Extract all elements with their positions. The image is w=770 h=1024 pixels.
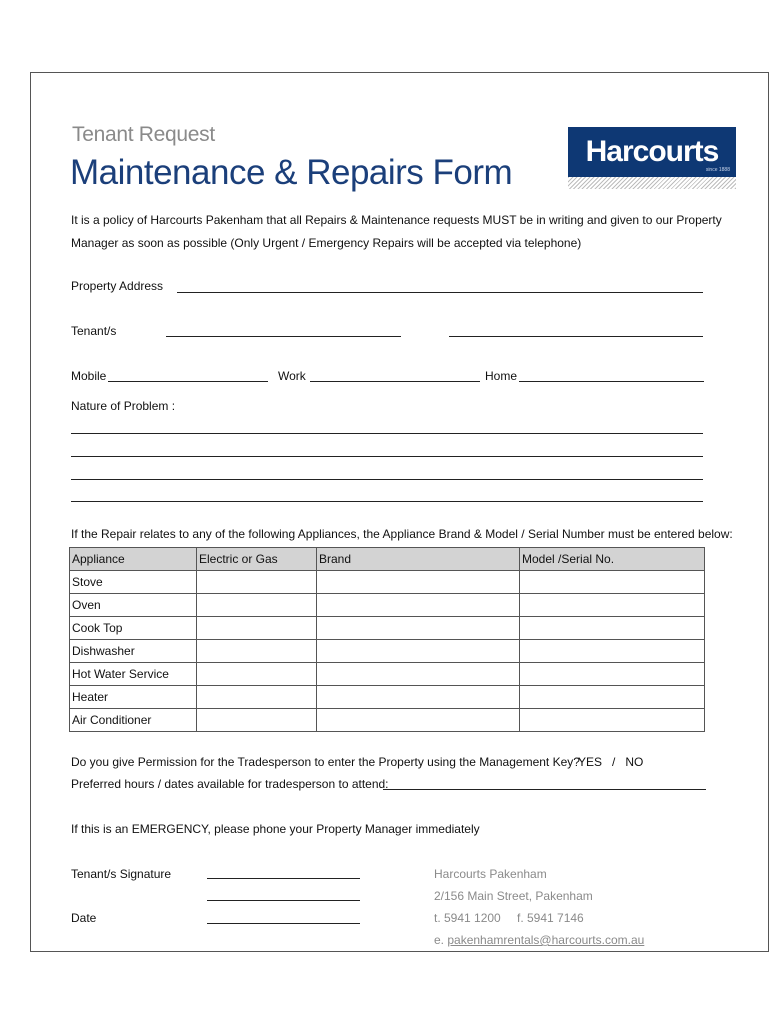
form-page xyxy=(30,72,769,952)
model-serial-cell[interactable] xyxy=(520,571,705,594)
brand-cell[interactable] xyxy=(317,686,520,709)
email-link[interactable]: pakenhamrentals@harcourts.com.au xyxy=(447,933,645,947)
appliance-name: Heater xyxy=(70,686,197,709)
brand-cell[interactable] xyxy=(317,571,520,594)
work-field[interactable] xyxy=(310,381,480,382)
policy-text: It is a policy of Harcourts Pakenham that all Repairs & Maintenance requests MUST be in writing and given to our Property Manager as soon as possible (Only Urgent / Emergency Repairs will be accepted via telephone) xyxy=(71,213,722,250)
appliance-name: Oven xyxy=(70,594,197,617)
column-header: Appliance xyxy=(70,548,197,571)
table-row xyxy=(70,663,705,686)
electric-or-gas-cell[interactable] xyxy=(197,709,317,732)
brand-cell[interactable] xyxy=(317,640,520,663)
mobile-field[interactable] xyxy=(108,381,268,382)
electric-or-gas-cell[interactable] xyxy=(197,571,317,594)
table-row xyxy=(70,709,705,732)
model-serial-cell[interactable] xyxy=(520,617,705,640)
office-fax: f. 5941 7146 xyxy=(517,911,584,925)
signature-line-2[interactable] xyxy=(207,900,360,901)
preferred-hours-field[interactable] xyxy=(383,789,706,790)
office-email-row xyxy=(434,933,644,947)
office-address: 2/156 Main Street, Pakenham xyxy=(434,889,593,903)
office-phone: t. 5941 1200 xyxy=(434,911,501,925)
tenant-1-field[interactable] xyxy=(166,336,401,337)
electric-or-gas-cell[interactable] xyxy=(197,594,317,617)
emergency-notice: If this is an EMERGENCY, please phone your Property Manager immediately xyxy=(71,822,480,836)
office-name: Harcourts Pakenham xyxy=(434,867,547,881)
mobile-label: Mobile xyxy=(71,369,107,383)
appliance-intro: If the Repair relates to any of the following Appliances, the Appliance Brand & Model / Serial Number must be entered below: xyxy=(71,527,733,541)
table-row xyxy=(70,617,705,640)
brand-cell[interactable] xyxy=(317,594,520,617)
electric-or-gas-cell[interactable] xyxy=(197,663,317,686)
column-header: Electric or Gas xyxy=(197,548,317,571)
model-serial-cell[interactable] xyxy=(520,640,705,663)
home-label: Home xyxy=(485,369,518,383)
logo-text: Harcourts xyxy=(585,135,719,168)
tenants-label: Tenant/s xyxy=(71,324,117,338)
model-serial-cell[interactable] xyxy=(520,709,705,732)
email-prefix: e. xyxy=(434,933,445,947)
property-address-label: Property Address xyxy=(71,279,164,293)
harcourts-logo xyxy=(568,127,736,189)
appliance-name: Dishwasher xyxy=(70,640,197,663)
permission-question: Do you give Permission for the Tradesperson to enter the Property using the Management Key? xyxy=(71,755,580,769)
table-header-row xyxy=(70,548,705,571)
model-serial-cell[interactable] xyxy=(520,594,705,617)
table-row xyxy=(70,594,705,617)
form-title: Maintenance & Repairs Form xyxy=(70,153,513,192)
table-row xyxy=(70,686,705,709)
appliance-name: Hot Water Service xyxy=(70,663,197,686)
problem-line-3[interactable] xyxy=(71,479,703,480)
preferred-hours-label: Preferred hours / dates available for tradesperson to attend: xyxy=(71,777,389,791)
logo-box xyxy=(568,127,736,177)
column-header: Brand xyxy=(317,548,520,571)
table-row xyxy=(70,640,705,663)
form-subtitle: Tenant Request xyxy=(72,123,215,146)
home-field[interactable] xyxy=(519,381,704,382)
problem-line-4[interactable] xyxy=(71,501,703,502)
brand-cell[interactable] xyxy=(317,617,520,640)
logo-stripe xyxy=(568,177,736,189)
signature-label: Tenant/s Signature xyxy=(71,867,172,881)
date-field[interactable] xyxy=(207,923,360,924)
electric-or-gas-cell[interactable] xyxy=(197,617,317,640)
property-address-field[interactable] xyxy=(177,292,703,293)
model-serial-cell[interactable] xyxy=(520,686,705,709)
signature-line-1[interactable] xyxy=(207,878,360,879)
column-header: Model /Serial No. xyxy=(520,548,705,571)
problem-line-1[interactable] xyxy=(71,433,703,434)
table-row xyxy=(70,571,705,594)
appliance-name: Air Conditioner xyxy=(70,709,197,732)
appliance-name: Cook Top xyxy=(70,617,197,640)
appliance-table xyxy=(69,547,705,732)
date-label: Date xyxy=(71,911,97,925)
tenant-2-field[interactable] xyxy=(449,336,703,337)
nature-of-problem-label: Nature of Problem : xyxy=(71,399,176,413)
appliance-name: Stove xyxy=(70,571,197,594)
electric-or-gas-cell[interactable] xyxy=(197,640,317,663)
model-serial-cell[interactable] xyxy=(520,663,705,686)
yes-no-options[interactable]: YES / NO xyxy=(578,755,644,769)
electric-or-gas-cell[interactable] xyxy=(197,686,317,709)
brand-cell[interactable] xyxy=(317,709,520,732)
brand-cell[interactable] xyxy=(317,663,520,686)
problem-line-2[interactable] xyxy=(71,456,703,457)
work-label: Work xyxy=(278,369,306,383)
logo-small-text: since 1888 xyxy=(705,167,730,173)
